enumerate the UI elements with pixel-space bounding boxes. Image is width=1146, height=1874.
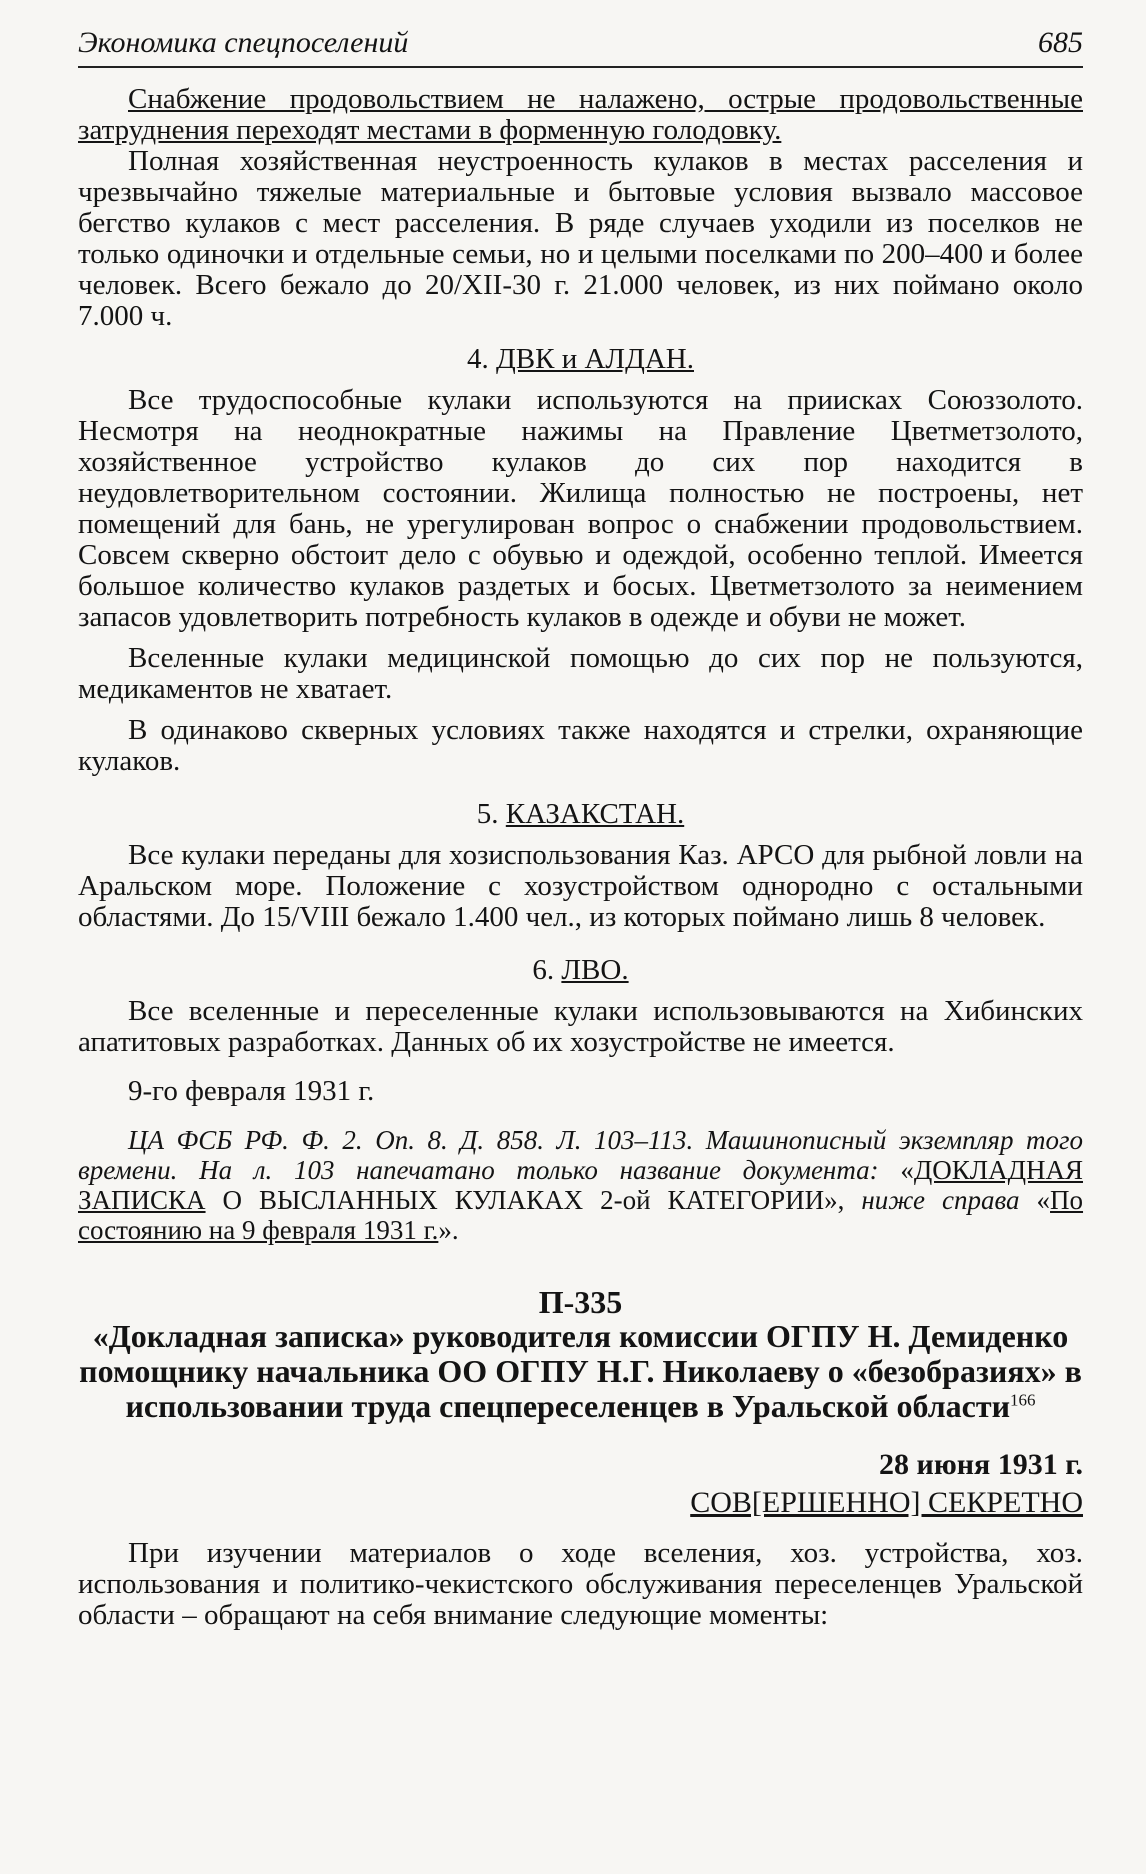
- section-title: КАЗАКСТАН.: [505, 798, 685, 830]
- section-heading-4: [78, 344, 1083, 375]
- running-head: [78, 22, 1083, 68]
- paragraph-dvk-2: Вселенные кулаки медицинской помощью до сих пор не пользуются, медикаментов не хватает.: [78, 642, 1083, 705]
- paragraph-dvk-1: Все трудоспособные кулаки используются на приисках Союззолото. Несмотря на неоднократные нажимы на Правление Цветметзолото, хозяйственное устройство кулаков до сих пор находится в неудовлетворительном состоянии. Жилища полностью не построены, нет помещений для бань, не урегулирован вопрос о снабжении продовольствием. Совсем скверно обстоит дело с обувью и одеждой, особенно теплой. Имеется большое количество кулаков раздетых и босых. Цветметзолото за неимением запасов удовлетворить потребность кулаков в одежде и обуви не может.: [78, 384, 1083, 633]
- section-title: ДВК и АЛДАН.: [495, 343, 694, 375]
- paragraph-lvo: Все вселенные и переселенные кулаки использовываются на Хибинских апатитовых разработках. Данных об их хозустройстве не имеется.: [78, 995, 1083, 1058]
- section-number: 6.: [532, 954, 555, 986]
- underlined-text: Снабжение продовольствием не налажено, острые продовольственные затруднения переходят местами в форменную голодовку.: [78, 83, 1083, 146]
- body-text: [78, 84, 1083, 1631]
- running-head-title: Экономика спецпоселений: [78, 26, 409, 59]
- section-heading-5: [78, 799, 1083, 830]
- paragraph-kazakstan: Все кулаки переданы для хозиспользования Каз. АРСО для рыбной ловли на Аральском море. Положение с хозустройством однородно с остальными областями. До 15/VIII бежало 1.400 чел., из которых поймано лишь 8 человек.: [78, 839, 1083, 933]
- page-number: 685: [1038, 26, 1083, 59]
- source-citation: ЦА ФСБ РФ. Ф. 2. Оп. 8. Д. 858. Л. 103–113. Машинописный экземпляр того времени. На л. 103 напечатано только название документа:: [78, 1125, 1083, 1185]
- archival-source-note: ЦА ФСБ РФ. Ф. 2. Оп. 8. Д. 858. Л. 103–113. Машинописный экземпляр того времени. На л. 103 напечатано только название документа: «ДОКЛАДНАЯ ЗАПИСКА О ВЫСЛАННЫХ КУЛАКАХ 2-ой КАТЕГОРИИ», ниже справа «По состоянию на 9 февраля 1931 г.».: [78, 1125, 1084, 1245]
- section-number: 5.: [476, 798, 499, 830]
- paragraph-food-supply: [78, 84, 1083, 146]
- classification-stamp: СОВ[ЕРШЕННО] СЕКРЕТНО: [690, 1486, 1083, 1519]
- document-date: 28 июня 1931 г.: [879, 1448, 1083, 1481]
- footnote-ref: 166: [1010, 1390, 1036, 1410]
- section-heading-6: [78, 955, 1083, 986]
- paragraph-dvk-3: В одинаково скверных условиях также находятся и стрелки, охраняющие кулаков.: [78, 714, 1083, 777]
- document-title: «Докладная записка» руководителя комиссии ОГПУ Н. Демиденко помощнику начальника ОО ОГПУ Н.Г. Николаеву о «безобразиях» в использовании труда спецпереселенцев в Уральской области$^{166}$: [79, 1318, 1082, 1424]
- paragraph-intro: При изучении материалов о ходе вселения, хоз. устройства, хоз. использования и политико-чекистского обслуживания переселенцев Уральской области – обращают на себя внимание следующие моменты:: [78, 1537, 1083, 1631]
- section-title: ЛВО.: [561, 954, 629, 986]
- section-number: 4.: [466, 343, 489, 375]
- document-number: П-335: [538, 1284, 623, 1320]
- document-original-title: ДОКЛАДНАЯ ЗАПИСКА: [78, 1155, 1083, 1215]
- paragraph-flight: Полная хозяйственная неустроенность кулаков в местах расселения и чрезвычайно тяжелые материальные и бытовые условия вызвало массовое бегство кулаков с мест расселения. В ряде случаев уходили из поселков не только одиночки и отдельные семьи, но и целыми поселками по 200–400 и более человек. Всего бежало до 20/XII-30 г. 21.000 человек, из них поймано около 7.000 ч.: [78, 145, 1083, 332]
- as-of-date-note: По состоянию на 9 февраля 1931 г.: [78, 1185, 1084, 1245]
- date-line: 9-го февраля 1931 г.: [128, 1075, 375, 1107]
- book-page: [78, 0, 1083, 1874]
